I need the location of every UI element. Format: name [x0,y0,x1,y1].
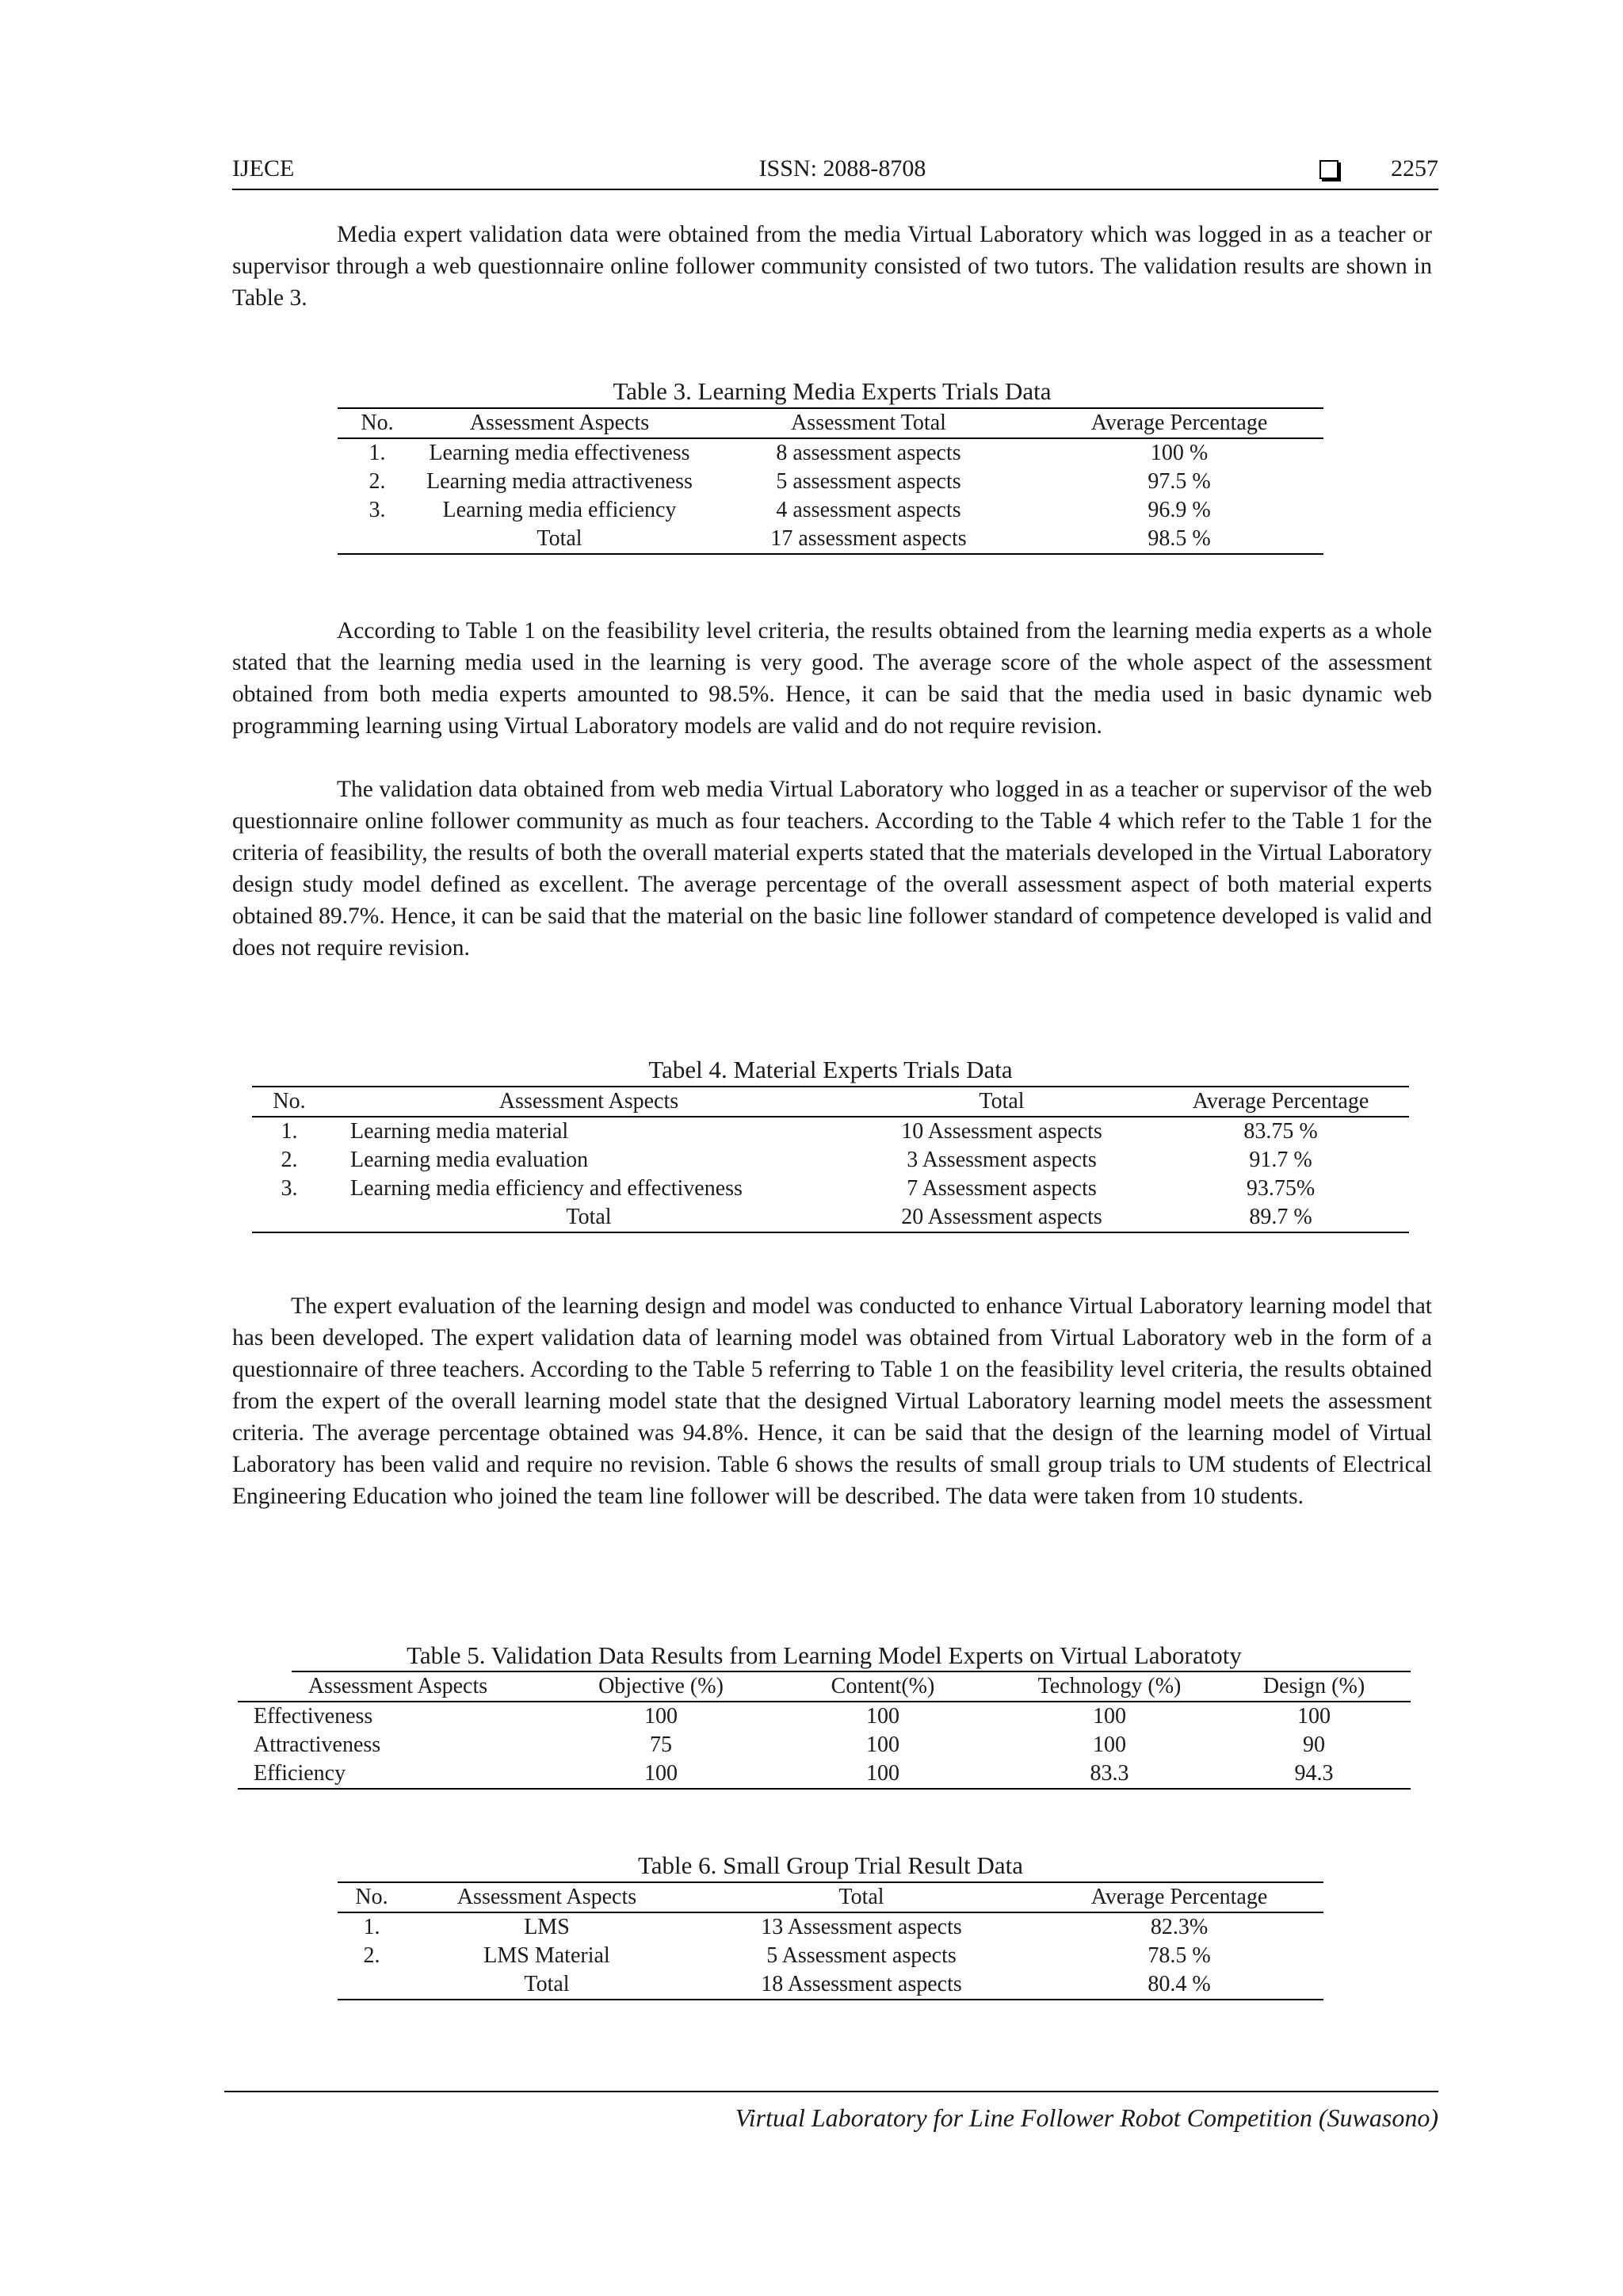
paragraph-4: The expert evaluation of the learning design and model was conducted to enhance Virtual Laboratory learning model that has been developed. The expert validation data of learning model was obtained from Virtual Laboratory web in the form of a questionnaire of three teachers. According to the Table 5 referring to Table 1 on the feasibility level criteria, the results obtained from the expert of the overall learning model state that the designed Virtual Laboratory learning model meets the assessment criteria. The average percentage obtained was 94.8%. Hence, it can be said that the design of the learning model of Virtual Laboratory has been valid and require no revision. Table 6 shows the results of small group trials to UM students of Electrical Engineering Education who joined the team line follower will be described. The data were taken from 10 students. [232,1293,1432,1509]
table-cell: Efficiency [238,1759,558,1789]
table-cell: 5 Assessment aspects [766,1943,957,1968]
table-cell: 96.9 % [1148,498,1211,522]
table-cell: 18 Assessment aspects [688,1970,1035,2000]
table-cell: 2. [281,1148,298,1172]
running-header [232,155,1438,190]
table-cell: Learning media attractiveness [426,469,693,494]
page-number: 2257 [1391,155,1438,181]
table-cell: 97.5 % [1148,469,1211,494]
table-cell: 7 Assessment aspects [907,1176,1097,1201]
table4-header-row [252,1087,1409,1117]
table-row [338,1912,1323,1942]
table-cell: 20 Assessment aspects [851,1203,1152,1232]
table-cell: 93.75% [1246,1176,1316,1201]
table-cell: 100 % [1150,441,1209,465]
table-row [252,1146,1409,1175]
paragraph-3: The validation data obtained from web media Virtual Laboratory who logged in as a teacher or supervisor of the web questionnaire online follower community as much as four teachers. According to the Table 4 which refer to the Table 1 for the criteria of feasibility, the results of both the overall material experts stated that the materials developed in the Virtual Laboratory design study model defined as excellent. The average percentage of the overall assessment aspect of both material experts obtained 89.7%. Hence, it can be said that the material on the basic line follower standard of competence developed is valid and does not require revision. [232,777,1432,961]
table-cell: 75 [650,1733,672,1757]
table3 [338,407,1323,555]
table-cell: 80.4 % [1035,1970,1323,2000]
table3-header-cell: No. [338,408,417,438]
table3-header-cell: Assessment Total [702,408,1035,438]
table-cell: 10 Assessment aspects [901,1119,1102,1144]
issn: ISSN: 2088-8708 [758,155,926,181]
table4-header-cell: No. [252,1087,327,1117]
table-cell: 78.5 % [1148,1943,1211,1968]
table-cell: 2. [363,1943,380,1968]
table6-header-cell: No. [338,1882,406,1912]
table-cell: LMS [524,1915,570,1939]
table-cell: 5 assessment aspects [776,469,961,494]
table5-header-cell: Technology (%) [1002,1672,1217,1702]
table6-header-row [338,1882,1323,1912]
table-cell: Learning media efficiency [442,498,677,522]
table6-header-cell: Average Percentage [1035,1882,1323,1912]
table-cell: 100 [644,1704,678,1729]
table5-header-cell: Assessment Aspects [238,1672,558,1702]
table-total-row [338,1970,1323,2000]
table-cell: 100 [558,1759,764,1789]
table-cell: 98.5 % [1035,525,1323,554]
table-row [238,1731,1411,1759]
table3-header-cell: Average Percentage [1035,408,1323,438]
table-row [252,1117,1409,1146]
table-cell: 90 [1303,1733,1325,1757]
table-cell: 83.3 [1002,1759,1217,1789]
table-cell: 3. [281,1176,298,1201]
table-cell: 2. [369,469,386,494]
table-total-row [338,525,1323,554]
table-cell: 100 [866,1733,899,1757]
table4 [252,1086,1409,1233]
journal-name: IJECE [232,155,295,181]
table-row [338,1942,1323,1970]
table-cell [338,1970,406,2000]
table-cell: Learning media effectiveness [429,441,690,465]
table-total-row [252,1203,1409,1232]
table-cell [338,525,417,554]
table-cell: 83.75 % [1243,1119,1318,1144]
table-cell: 13 Assessment aspects [761,1915,962,1939]
table-cell: 3 Assessment aspects [907,1148,1097,1172]
table-cell: Learning media efficiency and effectiveness [350,1176,743,1201]
running-footer: Virtual Laboratory for Line Follower Robot Competition (Suwasono) [735,2103,1438,2132]
table-cell: 100 [1093,1733,1126,1757]
table-cell: 3. [369,498,386,522]
table-cell: Total [327,1203,851,1232]
table-cell: 100 [764,1759,1002,1789]
table5-header-row [238,1672,1411,1702]
table-row [238,1759,1411,1789]
table-cell: 91.7 % [1249,1148,1312,1172]
table-cell: 100 [1093,1704,1126,1729]
table-cell: Total [406,1970,688,2000]
table-row [252,1175,1409,1203]
checkbox-square-icon [1319,160,1338,179]
table5 [238,1672,1411,1790]
table-row [338,468,1323,496]
table-row [238,1702,1411,1731]
table5-header-cell: Design (%) [1217,1672,1411,1702]
table-cell: Total [417,525,702,554]
table-cell: LMS Material [483,1943,610,1968]
table-cell: 17 assessment aspects [702,525,1035,554]
table4-header-cell: Average Percentage [1152,1087,1409,1117]
table-cell: 82.3% [1150,1915,1209,1939]
table3-header-row [338,408,1323,438]
table-cell: Learning media material [350,1119,569,1144]
table-cell: 1. [363,1915,380,1939]
paragraph-2: According to Table 1 on the feasibility level criteria, the results obtained from the learning media experts as a whole stated that the learning media used in the learning is very good. The average score of the whole aspect of the assessment obtained from both media experts amounted to 98.5%. Hence, it can be said that the media used in basic dynamic web programming learning using Virtual Laboratory models are valid and do not require revision. [232,618,1432,739]
table-cell: Learning media evaluation [350,1148,589,1172]
table3-header-cell: Assessment Aspects [417,408,702,438]
paragraph-1: Media expert validation data were obtained from the media Virtual Laboratory which was logged in as a teacher or supervisor through a web questionnaire online follower community consisted of two tutors. The validation results are shown in Table 3. [232,222,1432,311]
table-cell: 89.7 % [1152,1203,1409,1232]
table-cell: 4 assessment aspects [776,498,961,522]
table-cell: 1. [369,441,386,465]
table-cell [252,1203,327,1232]
footer-rule [224,2091,1438,2092]
table-cell: 94.3 [1217,1759,1411,1789]
table4-header-cell: Assessment Aspects [327,1087,851,1117]
table4-header-cell: Total [851,1087,1152,1117]
table-cell: 8 assessment aspects [776,441,961,465]
table-cell: 1. [281,1119,298,1144]
table4-caption: Tabel 4. Material Experts Trials Data [648,1056,1013,1083]
table-row [338,438,1323,468]
table5-header-cell: Objective (%) [558,1672,764,1702]
table3-caption: Table 3. Learning Media Experts Trials Data [613,377,1052,405]
table-cell: 100 [1297,1704,1331,1729]
table-row [338,496,1323,525]
table-cell: 100 [866,1704,899,1729]
table-cell: Effectiveness [254,1704,373,1729]
table6-header-cell: Assessment Aspects [406,1882,688,1912]
table6-caption: Table 6. Small Group Trial Result Data [637,1851,1024,1879]
table6-header-cell: Total [688,1882,1035,1912]
table5-caption: Table 5. Validation Data Results from Learning Model Experts on Virtual Laboratoty [407,1641,1242,1669]
table6 [338,1881,1323,2000]
table5-header-cell: Content(%) [764,1672,1002,1702]
table-cell: Attractiveness [254,1733,381,1757]
